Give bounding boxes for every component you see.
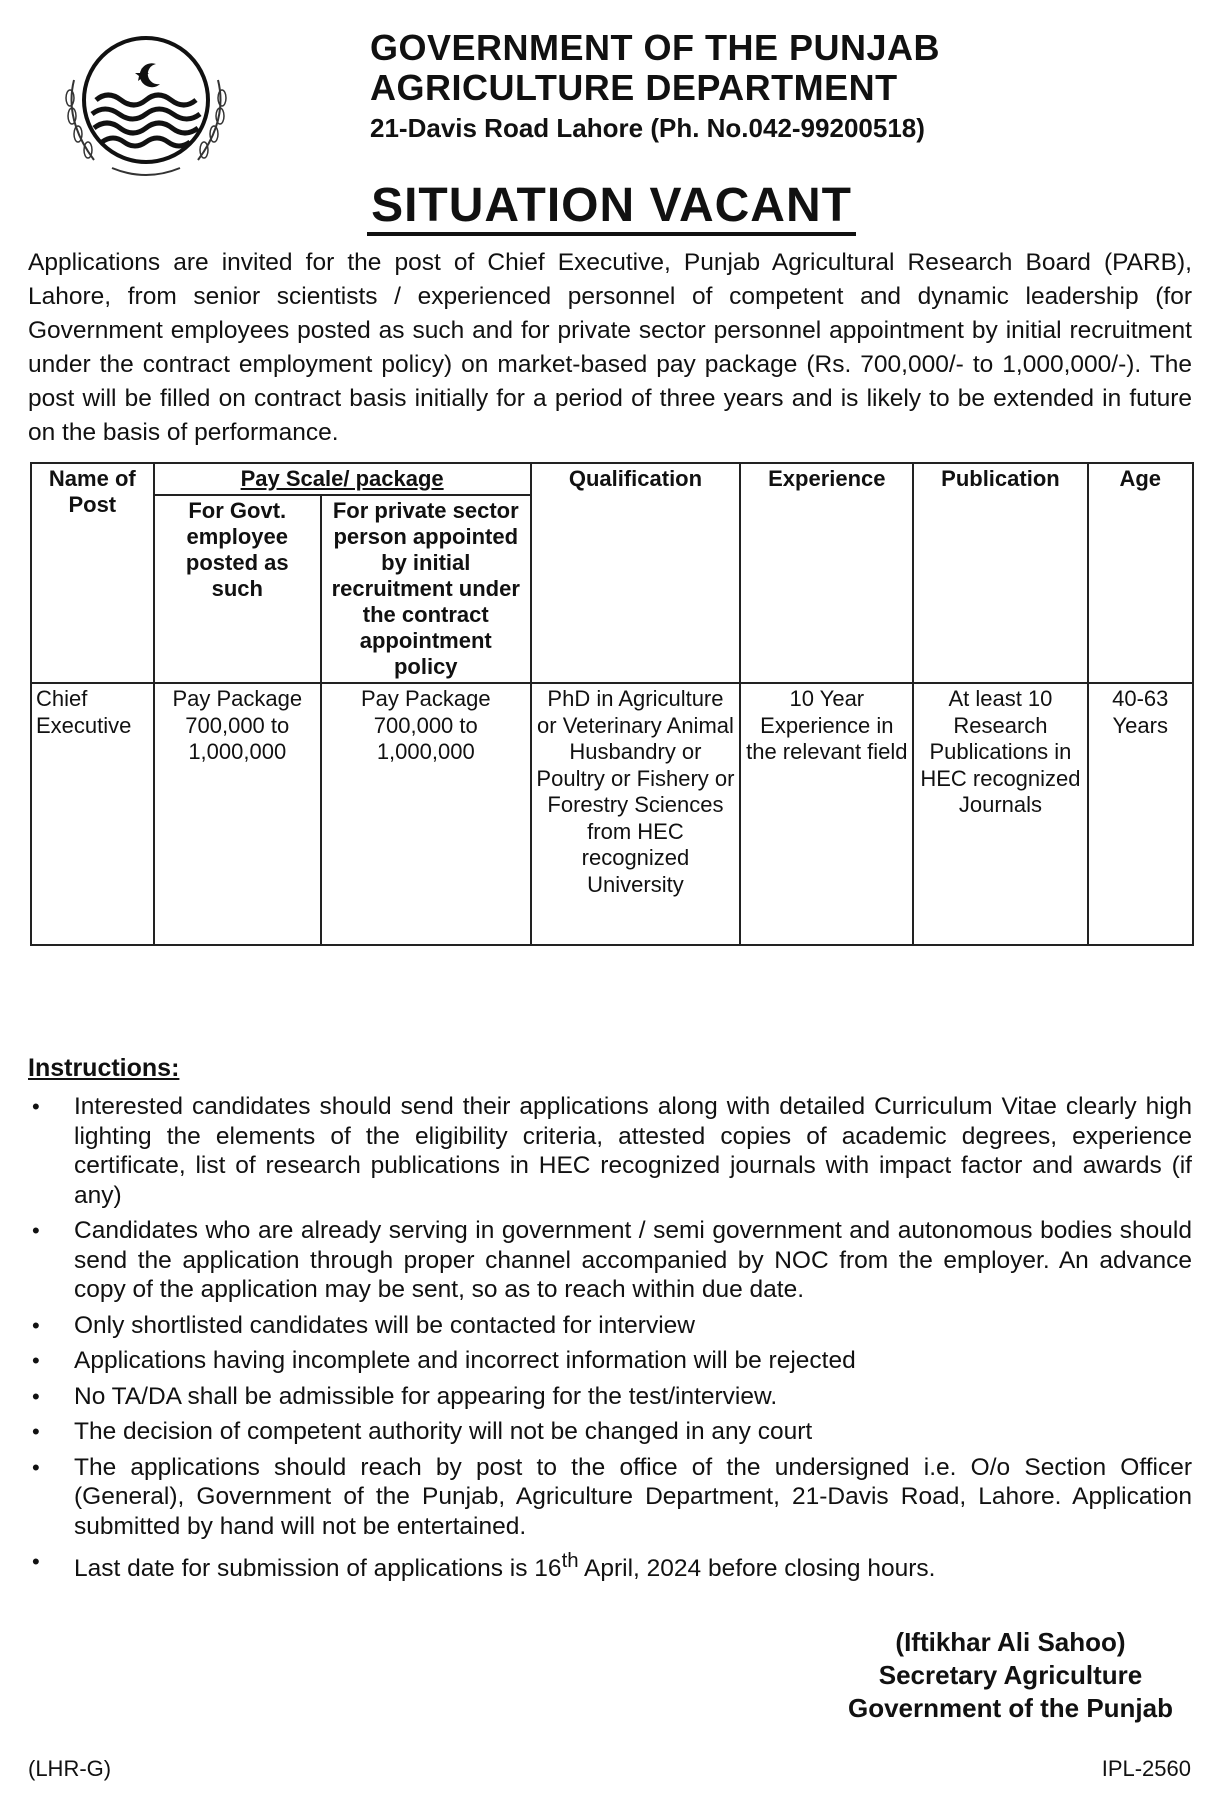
table-row: [31, 683, 1193, 945]
list-item: [28, 1311, 1192, 1341]
signatory-office: Government of the Punjab: [847, 1693, 1173, 1723]
list-item: [28, 1216, 1192, 1305]
bullet-icon: •: [32, 1419, 40, 1444]
cell-qualification: PhD in Agriculture or Veterinary Animal Husbandry or Poultry or Fishery or Forestry Sciences from HEC recognized University: [531, 683, 741, 945]
col-header-publication: Publication: [913, 463, 1087, 683]
list-item: [28, 1547, 1192, 1584]
bullet-icon: •: [32, 1454, 40, 1480]
last-date-ordinal: th: [561, 1550, 579, 1572]
col-header-pay: Pay Scale/ package: [154, 463, 531, 495]
bullet-icon: •: [32, 1094, 40, 1119]
signatory-name: (Iftikhar Ali Sahoo): [895, 1627, 1126, 1657]
header-address: 21-Davis Road Lahore (Ph. No.042-99200518): [370, 113, 925, 143]
intro-paragraph: Applications are invited for the post of Chief Executive, Punjab Agricultural Research Board (PARB), Lahore, from senior scientists / experienced personnel of competent and dynamic leadership (for Government employees posted as such and for private sector personnel appointment by initial recruitment under the contract employment policy) on market-based pay package (Rs. 700,000/- to 1,000,000/-). The post will be filled on contract basis initially for a period of three years and is likely to be extended in future on the basis of performance.: [28, 249, 1192, 446]
col-header-name: Name of Post: [31, 463, 154, 683]
footer-code-left: (LHR-G): [28, 1756, 112, 1781]
col-header-experience: Experience: [740, 463, 913, 683]
cell-age: 40-63 Years: [1088, 683, 1193, 945]
instruction-text: Applications having incomplete and incorrect information will be rejected: [74, 1347, 856, 1374]
punjab-government-emblem: [52, 28, 240, 188]
cell-pay-private: Pay Package 700,000 to 1,000,000: [321, 683, 531, 945]
table-header-row: [31, 463, 1193, 495]
col-header-pay-govt: For Govt. employee posted as such: [154, 495, 321, 683]
cell-experience: 10 Year Experience in the relevant field: [740, 683, 913, 945]
cell-publication: At least 10 Research Publications in HEC recognized Journals: [913, 683, 1087, 945]
title-text: SITUATION VACANT: [367, 179, 856, 236]
signatory-designation: Secretary Agriculture: [878, 1660, 1143, 1690]
col-header-age: Age: [1088, 463, 1193, 683]
instruction-text: The decision of competent authority will not be changed in any court: [74, 1418, 813, 1445]
instructions-heading: Instructions:: [28, 1054, 180, 1082]
list-item: [28, 1417, 1192, 1447]
list-item: [28, 1346, 1192, 1376]
bullet-icon: •: [32, 1218, 40, 1243]
signature-block: [848, 1626, 1173, 1725]
instruction-text: Only shortlisted candidates will be contacted for interview: [74, 1311, 695, 1339]
bullet-icon: •: [32, 1549, 40, 1574]
page-title: [0, 178, 1223, 233]
list-item: [28, 1382, 1192, 1412]
last-date-prefix: Last date for submission of applications is 16: [74, 1555, 562, 1583]
cell-pay-govt: Pay Package 700,000 to 1,000,000: [154, 683, 321, 945]
cell-post-name: Chief Executive: [31, 683, 154, 945]
col-header-qualification: Qualification: [531, 463, 741, 683]
instruction-text: The applications should reach by post to the office of the undersigned i.e. O/o Section Officer (General), Government of the Punjab, Agriculture Department, 21-Davis Road, Lahore. Application submitted by hand will not be entertained.: [74, 1453, 1192, 1540]
footer-code-right: IPL-2560: [1101, 1756, 1191, 1781]
bullet-icon: •: [32, 1312, 40, 1338]
vacancy-table: [30, 462, 1194, 946]
bullet-icon: •: [32, 1348, 40, 1373]
col-header-pay-private: For private sector person appointed by initial recruitment under the contract appointment policy: [321, 495, 531, 683]
bullet-icon: •: [32, 1383, 40, 1409]
list-item: [28, 1453, 1192, 1542]
header-government: GOVERNMENT OF THE PUNJAB: [370, 27, 941, 68]
last-date-suffix: April, 2024 before closing hours.: [578, 1555, 936, 1583]
department-header: [370, 28, 940, 146]
header-department: AGRICULTURE DEPARTMENT: [370, 67, 898, 108]
instruction-text: Candidates who are already serving in government / semi government and autonomous bodies should send the application through proper channel accompanied by NOC from the employer. An advance copy of the application may be sent, so as to reach within due date.: [74, 1217, 1192, 1303]
instruction-text: Interested candidates should send their applications along with detailed Curriculum Vitae clearly high lighting the elements of the eligibility criteria, attested copies of academic degrees, experience certificate, list of research publications in HEC recognized journals with impact factor and awards (if any): [74, 1093, 1192, 1209]
instruction-text: No TA/DA shall be admissible for appearing for the test/interview.: [74, 1382, 778, 1410]
instructions-list: [28, 1092, 1192, 1590]
list-item: [28, 1092, 1192, 1210]
